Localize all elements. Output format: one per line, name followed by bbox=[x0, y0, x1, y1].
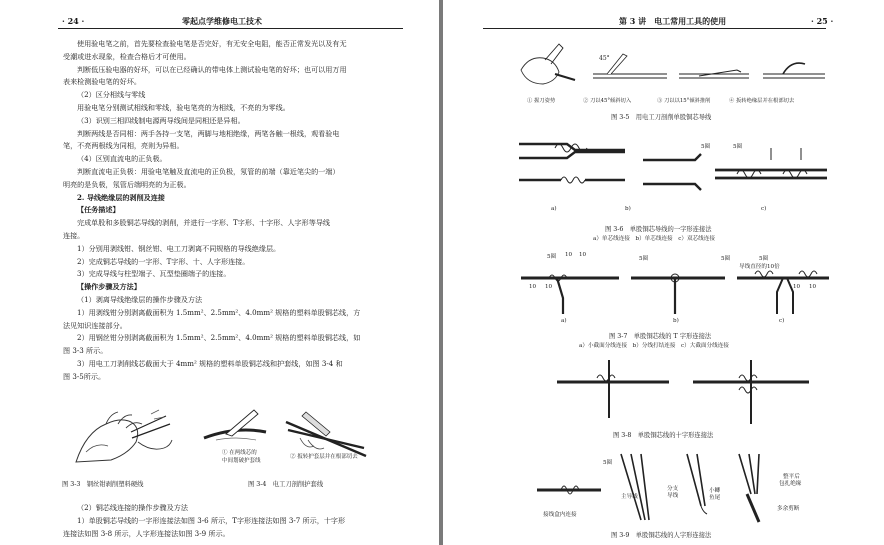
paragraph: 表来检测验电笔的好坏。 bbox=[63, 77, 142, 87]
figure-3-7-subcaption: a）小截面分线连接 b）分线打结连接 c）大截面分线连接 bbox=[579, 343, 729, 349]
paragraph: 完成单股和多股铜芯导线的剥削，并进行一字形、T字形、十字形、人字形等导线 bbox=[77, 218, 331, 228]
figure-3-7-dim-c-2: 5圈 bbox=[759, 256, 769, 262]
section-heading: 【操作步骤及方法】 bbox=[77, 282, 141, 292]
figure-3-7-panel-a: a) bbox=[561, 318, 567, 324]
paragraph: （2）铜芯线连接的操作步骤及方法 bbox=[77, 503, 188, 512]
figure-3-5-angle-label: 45° bbox=[599, 55, 610, 62]
paragraph: 明亮的是负极，氖管后端明亮的为正极。 bbox=[63, 179, 191, 189]
paragraph: 图 3-3 所示。 bbox=[63, 346, 108, 356]
paragraph: 3）用电工刀剥削线芯截面大于 4mm² 规格的塑料单股铜芯线和护套线，如图 3-4 和 bbox=[77, 358, 343, 368]
paragraph: （2）区分相线与零线 bbox=[77, 90, 146, 100]
figure-3-9-tip-line1: 小鲫 bbox=[709, 488, 721, 494]
paragraph: 判断两线是否同相：两手各持一支笔，两脚与地相绝缘，两笔各触一根线，观看验电 bbox=[77, 128, 340, 138]
paragraph: 连接。 bbox=[63, 230, 85, 240]
figure-3-4-step1-line1: ① 在两线芯的 bbox=[222, 450, 257, 456]
left-page-number: · 24 · bbox=[62, 16, 85, 26]
paragraph: 连接法如图 3-8 所示，人字形连接法如图 3-9 所示。 bbox=[63, 528, 230, 538]
figure-3-6-panel-a: a) bbox=[551, 206, 557, 212]
figure-3-9-caption: 图 3-9 单股铜芯线的人字形连接法 bbox=[611, 532, 712, 539]
figure-3-9-finish-line2: 包扎绝缘 bbox=[779, 481, 802, 487]
figure-3-5-step-1: ① 握刀姿势 bbox=[527, 98, 556, 104]
figure-3-4-step2: ② 扳转护套层并在根部切去 bbox=[290, 454, 358, 460]
figure-3-9-main-wire: 主导线 bbox=[621, 494, 638, 500]
left-bottom-text bbox=[63, 502, 398, 540]
figure-3-3-caption: 图 3-3 钢丝钳剥削塑料硬线 bbox=[62, 481, 144, 488]
figure-3-7-dim-a2-1: 10 bbox=[529, 284, 537, 290]
paragraph: 判断低压验电器的好坏，可以在已经确认的带电体上测试验电笔的好坏；也可以用万用 bbox=[77, 64, 347, 74]
figure-3-7-dim-c2-2: 10 bbox=[809, 284, 817, 290]
figure-3-8-caption: 图 3-8 单股铜芯线的十字形连接法 bbox=[613, 432, 714, 439]
figure-3-5-step-3: ③ 刀以以15°倾斜推削 bbox=[657, 98, 711, 104]
figure-3-7-panel-c: c) bbox=[779, 318, 785, 324]
paragraph: 使用验电笔之前，首先要检查验电笔是否完好，有无安全电阻，能否正常发光以及有无 bbox=[77, 39, 347, 48]
figure-3-9-finish-line1: 整平后 bbox=[783, 474, 800, 480]
figure-3-6-dim-1: 5圈 bbox=[701, 144, 711, 150]
figure-3-9-dim: 5圈 bbox=[603, 460, 613, 466]
figure-3-9-trim: 多余剪断 bbox=[777, 506, 800, 512]
figure-3-7-dim-c-1: 5圈 bbox=[721, 256, 731, 262]
right-header-title: 第 3 讲 电工常用工具的使用 bbox=[619, 16, 727, 26]
figure-3-7-dim-a-1: 5圈 bbox=[547, 254, 557, 260]
figure-3-7-dim-a-2: 10 bbox=[565, 252, 573, 258]
figure-3-7-note: 导线直径的10倍 bbox=[739, 264, 780, 270]
paragraph: 3）完成导线与柱型端子、瓦型垫圈端子的连接。 bbox=[77, 269, 231, 279]
figure-3-9-branch-line2: 导线 bbox=[667, 493, 679, 499]
right-header-rule bbox=[483, 28, 826, 29]
figure-3-6-straight-joint bbox=[515, 130, 833, 216]
paragraph: 2）用钢丝钳分别剥离截面积为 1.5mm²、2.5mm²、4.0mm² 规格的塑料单股铜芯线，如 bbox=[77, 333, 361, 343]
paragraph: 笔，不亮两根线为同相，亮则为异相。 bbox=[63, 141, 184, 151]
paragraph: （3）识别三相四线制电源两导线间是同相还是异相。 bbox=[77, 115, 245, 125]
figure-3-3-pliers-stripping bbox=[66, 402, 178, 472]
figure-3-6-caption: 图 3-6 单股铜芯导线的一字形连接法 bbox=[605, 226, 712, 233]
figure-3-6-panel-c: c) bbox=[761, 206, 767, 212]
right-page bbox=[443, 0, 884, 545]
figure-3-7-dim-b: 5圈 bbox=[639, 256, 649, 262]
paragraph: 受潮或进水现象，检查合格后才可使用。 bbox=[63, 51, 191, 61]
paragraph: 1）分别用剥线钳、钢丝钳、电工刀剥离不同规格的导线绝缘层。 bbox=[77, 243, 281, 253]
left-header-title: 零起点学维修电工技术 bbox=[182, 16, 262, 26]
paragraph: 1）单股铜芯导线的一字形连接法如图 3-6 所示，T字形连接法如图 3-7 所示，十字形 bbox=[77, 515, 346, 525]
figure-3-9-branch-line1: 分支 bbox=[667, 486, 679, 492]
figure-3-6-dim-2: 5圈 bbox=[733, 144, 743, 150]
figure-3-7-dim-c2-1: 10 bbox=[793, 284, 801, 290]
figure-3-4-step1-line2: 中间划破护套线 bbox=[222, 458, 261, 464]
figure-3-7-dim-a-3: 10 bbox=[579, 252, 587, 258]
left-page bbox=[0, 0, 439, 545]
figure-3-6-panel-b: b) bbox=[625, 206, 631, 212]
paragraph: （1）剥离导线绝缘层的操作步骤及方法 bbox=[77, 294, 203, 304]
figure-3-5-step-2: ② 刀以45°倾斜切入 bbox=[583, 98, 632, 104]
figure-3-8-cross-joint bbox=[553, 356, 813, 428]
right-page-number: · 25 · bbox=[811, 16, 834, 26]
paragraph: 1）用剥线钳分别剥离截面积为 1.5mm²、2.5mm²、4.0mm² 规格的塑料单股铜芯线，方 bbox=[77, 307, 361, 317]
left-header-rule bbox=[58, 28, 403, 29]
paragraph: 用验电笔分别测试相线和零线，验电笔亮的为相线，不亮的为零线。 bbox=[77, 102, 290, 112]
figure-3-4-caption: 图 3-4 电工刀剖削护套线 bbox=[248, 481, 324, 488]
figure-3-7-t-joint bbox=[515, 252, 833, 318]
paragraph: 2）完成铜芯导线的一字形、T字形、十、人字形连接。 bbox=[77, 256, 250, 266]
section-heading: 2. 导线绝缘层的剥削及连接 bbox=[77, 192, 165, 202]
figure-3-7-caption: 图 3-7 单股铜芯线的 T 字形连接法 bbox=[609, 333, 712, 340]
section-heading: 【任务描述】 bbox=[77, 205, 120, 215]
figure-3-5-caption: 图 3-5 用电工刀剖削单股铜芯导线 bbox=[611, 114, 712, 121]
figure-3-7-panel-b: b) bbox=[673, 318, 679, 324]
figure-3-6-subcaption: a）单芯线连接 b）单芯线连接 c）双芯线连接 bbox=[593, 236, 715, 242]
figure-3-7-dim-a2-2: 10 bbox=[545, 284, 553, 290]
left-body-text bbox=[63, 38, 398, 384]
paragraph: 法见知识连接部分。 bbox=[63, 320, 127, 330]
paragraph: （4）区别直流电的正负极。 bbox=[77, 154, 167, 164]
figure-3-5-knife-steps bbox=[515, 40, 831, 96]
figure-3-9-box-joint: 接线盒内连接 bbox=[543, 512, 577, 518]
figure-3-9-tip-line2: 鱼尾 bbox=[709, 495, 721, 501]
figure-3-9-y-joint bbox=[531, 450, 831, 530]
paragraph: 判断直流电正负极：用验电笔触及直流电的正负极，氖管的前端（靠近笔尖的一端） bbox=[77, 166, 340, 176]
figure-3-5-step-4: ④ 扳转绝缘层并在根部切去 bbox=[729, 98, 795, 104]
paragraph: 图 3-5所示。 bbox=[63, 371, 106, 381]
